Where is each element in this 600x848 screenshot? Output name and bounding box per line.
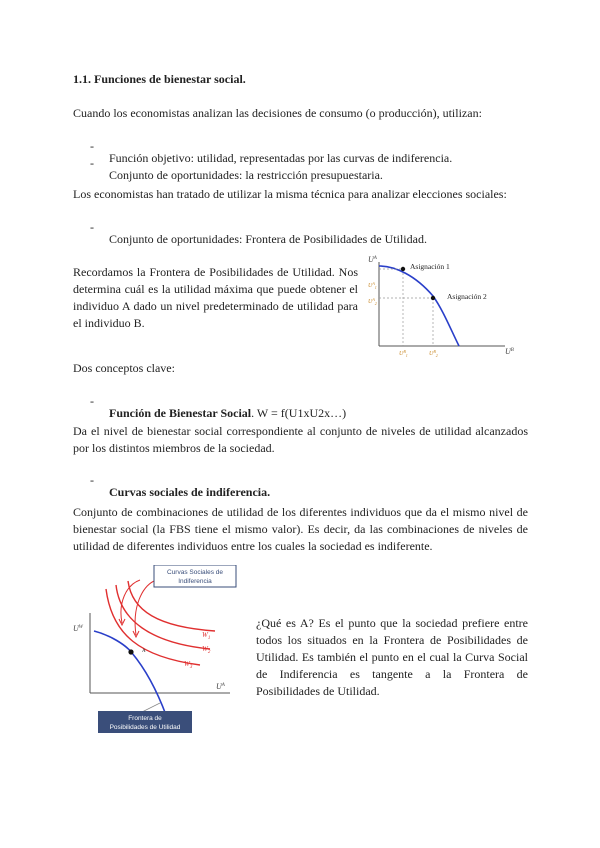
fpu-paragraph: Recordamos la Frontera de Posibilidades de Utilidad. Nos determina cuál es la utilidad máxima que puede obtener el individuo A dado un nivel predeterminado de utilidad para el individuo B. <box>73 265 358 330</box>
y-tick-label: $U^A_1$ <box>368 281 377 290</box>
welfare-arrow <box>121 580 140 623</box>
utility-frontier-curve <box>94 631 166 715</box>
list-bullet: - <box>90 220 94 234</box>
y-tick-label: $U^A_2$ <box>368 297 377 306</box>
concept-1-description: Da el nivel de bienestar social correspondiente al conjunto de niveles de utilidad alcanzados por los distintos miembros de la sociedad. <box>73 424 528 455</box>
list-bullet: - <box>90 139 94 153</box>
w3-label: $W_3$ <box>184 660 193 670</box>
fpu-chart <box>365 250 525 362</box>
section-heading: 1.1. Funciones de bienestar social. <box>73 72 246 86</box>
welfare-arrow <box>135 581 154 635</box>
list-item: Función objetivo: utilidad, representadas por las curvas de indiferencia. <box>109 151 453 165</box>
callout-top-line1: Curvas Sociales de <box>167 569 223 576</box>
w2-label: $W_2$ <box>202 645 211 655</box>
callout-top-line2: Indiferencia <box>178 578 212 585</box>
x-axis-label: $U^A$ <box>216 682 225 691</box>
concept-1 <box>109 405 346 422</box>
fpu-figure <box>365 250 525 362</box>
social-indifference-figure <box>70 565 245 735</box>
indifference-curve-w1 <box>128 581 215 631</box>
y-axis-label: $U^W$ <box>73 624 83 633</box>
x-tick-label: $U^B_2$ <box>429 349 438 358</box>
tangency-point-a <box>128 649 133 654</box>
list-item: Conjunto de oportunidades: Frontera de Posibilidades de Utilidad. <box>109 232 427 246</box>
concept-1-label: Función de Bienestar Social <box>109 406 252 420</box>
x-tick-label: $U^B_1$ <box>399 349 408 358</box>
x-axis-label: $U^B$ <box>505 347 514 356</box>
allocation-1-label: Asignación 1 <box>410 262 450 271</box>
social-intro-paragraph: Los economistas han tratado de utilizar la misma técnica para analizar elecciones sociales: <box>73 187 507 201</box>
callout-bottom-line2: Posibilidades de Utilidad <box>109 724 181 731</box>
callout-bottom-line1: Frontera de <box>128 715 162 722</box>
frontier-curve <box>379 266 459 346</box>
intro-paragraph: Cuando los economistas analizan las decisiones de consumo (o producción), utilizan: <box>73 106 482 120</box>
w1-label: $W_1$ <box>202 631 211 641</box>
concept-2-label: Curvas sociales de indiferencia. <box>109 485 271 499</box>
social-indifference-chart <box>70 565 245 735</box>
list-bullet: - <box>90 156 94 170</box>
point-a-label: A <box>142 649 146 654</box>
key-concepts-label: Dos conceptos clave: <box>73 361 175 375</box>
list-bullet: - <box>90 473 94 487</box>
allocation-1-point <box>401 267 405 271</box>
question-paragraph: ¿Qué es A? Es el punto que la sociedad prefiere entre todos los situados en la Frontera de Posibilidades de Utilidad. Es también el punto en el cual la Curva Social de Indiferencia es tangente a la Frontera de Posibilidades de Utilidad. <box>256 616 528 698</box>
allocation-2-point <box>431 296 435 300</box>
list-bullet: - <box>90 394 94 408</box>
list-item: Conjunto de oportunidades: la restricción presupuestaria. <box>109 168 383 182</box>
concept-2-description: Conjunto de combinaciones de utilidad de los diferentes individuos que da el mismo nivel de bienestar social (la FBS tiene el mismo valor). Es decir, da las combinaciones de niveles de utilidad de diferentes individuos entre los cuales la sociedad es indiferente. <box>73 505 528 553</box>
y-axis-label: $U^A$ <box>368 255 377 264</box>
concept-1-formula: . W = f(U1xU2x…) <box>251 406 347 420</box>
allocation-2-label: Asignación 2 <box>447 292 487 301</box>
